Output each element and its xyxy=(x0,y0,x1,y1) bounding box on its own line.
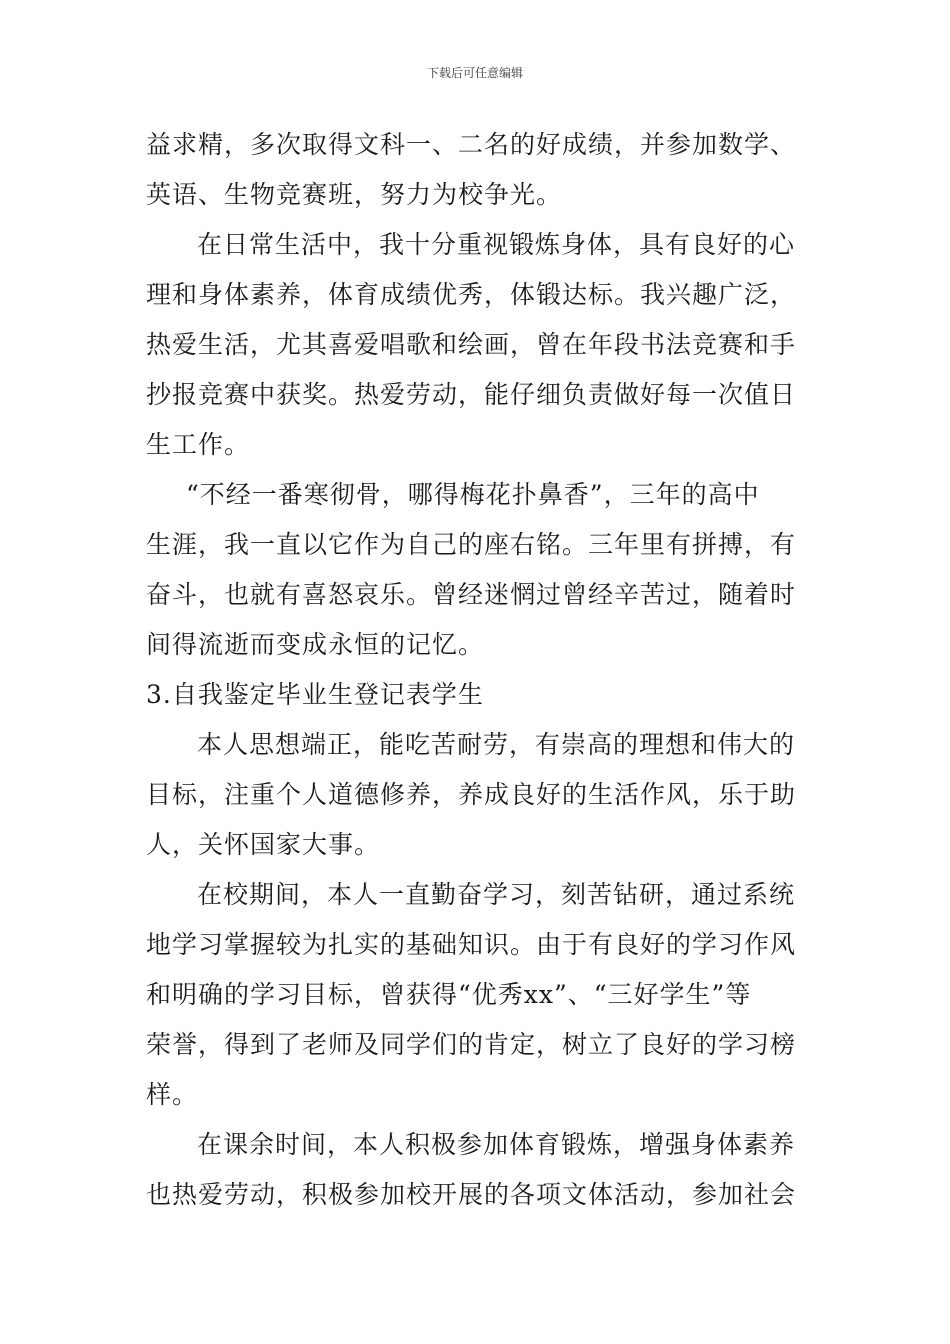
text-line: 人，关怀国家大事。 xyxy=(146,830,381,859)
text-line: 生涯，我一直以它作为自己的座右铭。三年里有拼搏，有 xyxy=(146,530,797,559)
section-heading: 3.自我鉴定毕业生登记表学生 xyxy=(146,680,484,709)
text-line: 和明确的学习目标，曾获得“优秀xx”、“三好学生”等 xyxy=(146,980,752,1009)
text-line: 目标，注重个人道德修养，养成良好的生活作风，乐于助 xyxy=(146,780,797,809)
paragraph-start-line: 在校期间，本人一直勤奋学习，刻苦钻研，通过系统 xyxy=(197,880,796,909)
text-line: 理和身体素养，体育成绩优秀，体锻达标。我兴趣广泛， xyxy=(146,280,797,309)
paragraph-start-line: “不经一番寒彻骨，哪得梅花扑鼻香”，三年的高中 xyxy=(186,480,760,509)
text-line: 热爱生活，尤其喜爱唱歌和绘画，曾在年段书法竞赛和手 xyxy=(146,330,797,359)
text-line: 间得流逝而变成永恒的记忆。 xyxy=(146,630,485,659)
text-line: 英语、生物竞赛班，努力为校争光。 xyxy=(146,180,563,209)
text-line: 生工作。 xyxy=(146,430,251,459)
text-line: 益求精，多次取得文科一、二名的好成绩，并参加数学、 xyxy=(146,130,797,159)
text-line: 样。 xyxy=(146,1080,199,1109)
text-line: 地学习掌握较为扎实的基础知识。由于有良好的学习作风 xyxy=(146,930,797,959)
text-line: 荣誉，得到了老师及同学们的肯定，树立了良好的学习榜 xyxy=(146,1030,797,1059)
paragraph-start-line: 本人思想端正，能吃苦耐劳，有崇高的理想和伟大的 xyxy=(197,730,796,759)
text-line: 奋斗，也就有喜怒哀乐。曾经迷惘过曾经辛苦过，随着时 xyxy=(146,580,797,609)
paragraph-start-line: 在课余时间，本人积极参加体育锻炼，增强身体素养 xyxy=(197,1130,796,1159)
page-header: 下载后可任意编辑 xyxy=(426,66,523,80)
text-line: 抄报竞赛中获奖。热爱劳动，能仔细负责做好每一次值日 xyxy=(146,380,797,409)
document-body xyxy=(146,120,816,1220)
text-line: 也热爱劳动，积极参加校开展的各项文体活动，参加社会 xyxy=(146,1180,797,1209)
paragraph-start-line: 在日常生活中，我十分重视锻炼身体，具有良好的心 xyxy=(197,230,796,259)
